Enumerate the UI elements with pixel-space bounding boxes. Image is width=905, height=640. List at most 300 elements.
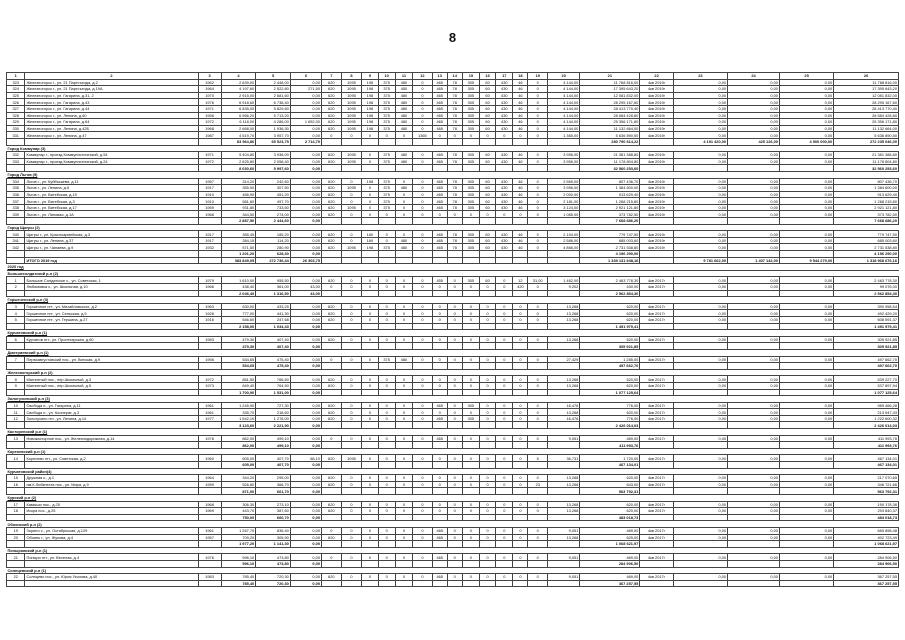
table-cell: 0 [378, 284, 395, 291]
table-cell: 375 [378, 158, 395, 165]
table-cell: 0 [496, 527, 513, 534]
table-cell: 11 768 816,00 [580, 79, 640, 86]
table-cell: 620,00 [580, 382, 640, 389]
table-cell: 1966 [198, 284, 221, 291]
table-cell: 451,20 [256, 191, 291, 198]
table-cell: 46 [513, 92, 528, 99]
table-cell: 4 144,00 [548, 99, 580, 106]
table-cell [480, 363, 496, 370]
table-cell: 0,00 [673, 435, 727, 442]
table-cell: 1 316,50 [256, 290, 291, 297]
table-cell: 0,00 [728, 211, 780, 218]
table-cell: 78 [447, 204, 462, 211]
table-cell [779, 514, 833, 521]
table-cell: 60 [480, 79, 496, 86]
table-cell: 0 [528, 231, 548, 238]
table-cell: 443,70 [221, 508, 256, 515]
table-cell: 0,00 [290, 409, 321, 416]
table-cell: 1926 [198, 310, 221, 317]
table-cell: 0,00 [728, 132, 780, 139]
table-cell: 785,40 [221, 574, 256, 581]
table-cell: 0 [462, 376, 479, 383]
table-cell: 375 [378, 204, 395, 211]
table-cell: 0 [528, 86, 548, 93]
address-cell: Железногорск г., ул. 21 Партсъезда, д.19А [25, 86, 198, 93]
table-cell: 2 426 014,03 [834, 422, 899, 429]
table-cell: 1 407 142,00 [728, 257, 780, 264]
table-cell: 78 [447, 119, 462, 126]
table-row [7, 534, 899, 541]
table-cell: 17 [7, 501, 25, 508]
table-cell: 0 [341, 554, 362, 561]
table-cell: 0 [432, 475, 447, 482]
table-cell: 0 [341, 574, 362, 581]
table-cell: 4кв 2019г [640, 92, 673, 99]
table-cell: 43,00 [290, 284, 321, 291]
table-cell: 4кв 2017г [640, 501, 673, 508]
table-cell: 1 977,20 [221, 541, 256, 548]
table-cell [341, 442, 362, 449]
table-cell: 0,00 [728, 435, 780, 442]
table-cell: 0 [341, 475, 362, 482]
table-cell: 305 [462, 178, 479, 185]
table-cell [395, 343, 412, 350]
table-cell: 284 906,50 [834, 560, 899, 567]
table-row [7, 501, 899, 508]
table-cell: 0,00 [728, 527, 780, 534]
table-cell: 0 [413, 79, 433, 86]
table-row [7, 303, 899, 310]
table-cell: 46 [513, 99, 528, 106]
table-cell: 0,00 [673, 336, 727, 343]
table-cell [321, 462, 341, 469]
table-cell [7, 165, 25, 172]
section-heading: Обоянский р-н (2) [7, 521, 899, 528]
table-cell: 620 [321, 185, 341, 192]
table-cell: 1 542,10 [221, 415, 256, 422]
table-cell: 60 [480, 244, 496, 251]
table-cell [413, 257, 433, 264]
table-cell: 0 [447, 527, 462, 534]
column-number: 12 [413, 73, 433, 80]
table-cell: 4кв 2017г [640, 316, 673, 323]
table-cell: 620 [321, 508, 341, 515]
table-cell: 242,60 [256, 178, 291, 185]
table-cell: 0 [513, 336, 528, 343]
table-cell: 0 [496, 336, 513, 343]
table-cell: 0,00 [728, 204, 780, 211]
table-cell: 0 [341, 376, 362, 383]
table-cell: 60 [480, 92, 496, 99]
table-cell: 465 [432, 191, 447, 198]
table-cell: 331 [7, 132, 25, 139]
table-cell: 0 [413, 574, 433, 581]
table-cell: 0 [462, 501, 479, 508]
table-cell: 2 915,00 [221, 92, 256, 99]
table-cell [548, 343, 580, 350]
table-cell: 326 [7, 99, 25, 106]
table-cell [779, 218, 833, 225]
table-cell [462, 541, 479, 548]
table-cell: 0,00 [779, 415, 833, 422]
table-cell: 60 [480, 105, 496, 112]
table-cell: 0,00 [290, 132, 321, 139]
address-cell: Горшечное пгт., ул. Гершина, д.27 [25, 316, 198, 323]
table-cell [528, 442, 548, 449]
table-cell: 1976 [198, 554, 221, 561]
table-cell: 21 381 388,80 [580, 152, 640, 159]
column-number: 1 [7, 73, 25, 80]
table-cell: 6 966,20 [221, 112, 256, 119]
table-cell [7, 290, 25, 297]
table-cell: 0,00 [290, 534, 321, 541]
table-cell: 620,00 [580, 508, 640, 515]
table-cell: 9 544 279,00 [779, 257, 833, 264]
table-cell: 0,00 [290, 402, 321, 409]
address-cell [25, 138, 198, 145]
table-cell [395, 422, 412, 429]
table-cell: 473,80 [256, 554, 291, 561]
table-cell [7, 422, 25, 429]
table-cell [513, 363, 528, 370]
table-cell: 0,00 [290, 363, 321, 370]
table-cell: 955,50 [256, 277, 291, 284]
subtotal-row [7, 343, 899, 350]
table-cell [432, 343, 447, 350]
table-cell [528, 580, 548, 587]
table-cell: 375 [378, 105, 395, 112]
table-cell: 1 491 979,41 [580, 323, 640, 330]
table-cell [779, 462, 833, 469]
table-cell: 46 [513, 86, 528, 93]
table-cell: 0,00 [673, 284, 727, 291]
table-cell [362, 442, 378, 449]
table-cell: 807 436,70 [834, 178, 899, 185]
table-cell [528, 251, 548, 258]
table-cell: 21 381 388,80 [834, 152, 899, 159]
column-number: 11 [395, 73, 412, 80]
table-cell: 0 [432, 336, 447, 343]
table-cell: 11 178 804,80 [580, 158, 640, 165]
table-cell [673, 165, 727, 172]
table-cell: 473,80 [256, 560, 291, 567]
table-cell [640, 251, 673, 258]
table-cell [462, 257, 479, 264]
table-cell: 776,00 [580, 402, 640, 409]
table-cell: 0 [528, 125, 548, 132]
table-cell: 0,00 [728, 316, 780, 323]
table-cell: 0 [413, 244, 433, 251]
table-cell: 0 [432, 382, 447, 389]
table-cell: 620 [321, 402, 341, 409]
table-cell: 0 [413, 86, 433, 93]
table-cell: 1 222 600,32 [834, 415, 899, 422]
table-cell: 373 782,50 [834, 211, 899, 218]
table-cell: 375 [378, 86, 395, 93]
table-cell [7, 251, 25, 258]
table-cell: 0 [513, 481, 528, 488]
table-cell: 0,00 [290, 323, 321, 330]
table-cell: 0 [378, 382, 395, 389]
table-cell: 0 [362, 435, 378, 442]
table-cell [673, 422, 727, 429]
table-cell: 497 662,70 [580, 363, 640, 370]
table-row [7, 475, 899, 482]
table-cell [728, 462, 780, 469]
table-cell: 571,50 [221, 244, 256, 251]
table-cell: 0 [395, 527, 412, 534]
table-cell: 685 003,60 [834, 237, 899, 244]
table-cell: 3 956,00 [548, 152, 580, 159]
table-cell: 0 [513, 501, 528, 508]
table-cell: 4кв 2017г [640, 310, 673, 317]
table-cell: 0,00 [779, 211, 833, 218]
table-cell [432, 488, 447, 495]
table-cell: 1917 [198, 185, 221, 192]
table-cell: 0 [528, 204, 548, 211]
table-cell: 0 [480, 409, 496, 416]
table-cell: 4 900 000,00 [779, 138, 833, 145]
table-cell: 480 [395, 244, 412, 251]
table-cell: 198 [362, 92, 378, 99]
table-cell [640, 488, 673, 495]
table-cell: 9 [7, 382, 25, 389]
table-cell [640, 343, 673, 350]
table-cell: 1 318 968 676,16 [834, 257, 899, 264]
table-cell: 0 [395, 435, 412, 442]
table-cell: 0 [513, 382, 528, 389]
table-cell: 0 [341, 303, 362, 310]
table-cell: 1961 [198, 402, 221, 409]
table-cell [378, 560, 395, 567]
table-row [7, 178, 899, 185]
table-cell: 411 993,76 [834, 435, 899, 442]
table-cell: 2 221,90 [256, 422, 291, 429]
table-cell: 0,00 [728, 284, 780, 291]
table-cell: 465 [432, 231, 447, 238]
table-cell: 1917 [198, 231, 221, 238]
table-cell: 0 [395, 415, 412, 422]
table-cell: 60 [480, 231, 496, 238]
table-cell [528, 462, 548, 469]
table-cell [640, 442, 673, 449]
table-cell: 430 [496, 112, 513, 119]
table-cell [548, 560, 580, 567]
table-cell: 779 747,50 [580, 231, 640, 238]
table-cell: 0,00 [290, 501, 321, 508]
table-cell: 0 [462, 481, 479, 488]
table-cell [362, 488, 378, 495]
table-cell: 1095 [341, 105, 362, 112]
address-cell: Обоянь г., ул. Жукова, д.4 [25, 534, 198, 541]
table-cell: 0 [528, 554, 548, 561]
column-number: 19 [528, 73, 548, 80]
column-number: 25 [779, 73, 833, 80]
table-cell: 620 [321, 152, 341, 159]
table-cell: 0 [362, 455, 378, 462]
table-cell: 620,00 [580, 475, 640, 482]
table-cell: 0 [395, 402, 412, 409]
table-cell: 720,30 [256, 580, 291, 587]
table-cell: 16,476 [548, 415, 580, 422]
table-cell: 0 [341, 237, 362, 244]
table-cell [480, 580, 496, 587]
table-cell [413, 514, 433, 521]
table-cell: 0 [321, 132, 341, 139]
table-cell: 620 [321, 204, 341, 211]
table-cell: 1 276,00 [256, 415, 291, 422]
table-cell: 185,20 [256, 231, 291, 238]
table-cell: 4 144,00 [548, 86, 580, 93]
table-cell: 0 [413, 336, 433, 343]
table-cell: 0,00 [290, 356, 321, 363]
table-cell: 0 [413, 277, 433, 284]
table-cell: 430 [496, 125, 513, 132]
table-cell: 469,00 [580, 435, 640, 442]
table-cell [462, 514, 479, 521]
table-cell [480, 488, 496, 495]
table-cell: 0 [341, 382, 362, 389]
table-cell: 0 [362, 336, 378, 343]
table-cell: 13,268 [548, 376, 580, 383]
table-cell: 0 [413, 152, 433, 159]
table-cell [413, 541, 433, 548]
table-cell: 0 [413, 284, 433, 291]
table-cell: 0,00 [290, 237, 321, 244]
table-cell: 0 [341, 191, 362, 198]
table-cell [378, 462, 395, 469]
table-cell [7, 257, 25, 264]
table-cell: 0 [447, 132, 462, 139]
table-cell: 305 [462, 79, 479, 86]
table-cell [395, 462, 412, 469]
table-cell: 0 [362, 310, 378, 317]
table-cell [447, 514, 462, 521]
table-cell: 329 [7, 119, 25, 126]
table-cell: 0 [432, 316, 447, 323]
table-cell: 0 [528, 336, 548, 343]
table-cell [513, 488, 528, 495]
table-cell: 596,10 [221, 554, 256, 561]
table-cell: 0 [462, 132, 479, 139]
table-cell [395, 514, 412, 521]
table-cell: 0,00 [290, 105, 321, 112]
table-cell: 367 257,55 [580, 580, 640, 587]
table-cell [198, 251, 221, 258]
table-cell: 68,10 [290, 455, 321, 462]
address-cell: Железногорск г., ул. Гагарина, д.31, 2 [25, 92, 198, 99]
table-cell: 0 [378, 475, 395, 482]
table-cell [341, 541, 362, 548]
column-number: 5 [256, 73, 291, 80]
table-cell [413, 323, 433, 330]
table-cell: 851,50 [221, 376, 256, 383]
table-cell: 0,00 [728, 475, 780, 482]
table-cell: 160 [362, 231, 378, 238]
table-cell [395, 488, 412, 495]
table-cell: 0 [362, 158, 378, 165]
table-cell: 0,00 [728, 237, 780, 244]
table-cell: 0,00 [673, 237, 727, 244]
table-cell: 0 [413, 534, 433, 541]
address-cell [25, 488, 198, 495]
table-cell: 355,45 [221, 231, 256, 238]
table-cell [7, 218, 25, 225]
table-cell: 750,00 [221, 514, 256, 521]
table-cell: 480 [395, 105, 412, 112]
table-row [7, 527, 899, 534]
table-cell: 0 [496, 481, 513, 488]
table-cell [728, 323, 780, 330]
table-cell: 2 194,00 [548, 231, 580, 238]
table-cell [640, 257, 673, 264]
table-cell: 46 [513, 191, 528, 198]
table-cell: 60 [480, 237, 496, 244]
table-cell: 1095 [341, 125, 362, 132]
table-cell: 2 046,40 [221, 290, 256, 297]
table-cell: 387,60 [256, 508, 291, 515]
table-cell: 0 [362, 501, 378, 508]
table-cell [321, 514, 341, 521]
table-cell: 3 957,70 [256, 132, 291, 139]
table-cell: 305 [462, 185, 479, 192]
table-cell: 293 840,37 [834, 508, 899, 515]
table-cell: 5 636 890,50 [580, 132, 640, 139]
table-cell [673, 541, 727, 548]
table-cell: 1 491 979,41 [834, 323, 899, 330]
address-cell: Магнитный пос., пер.Школьный, д.5 [25, 382, 198, 389]
table-row [7, 92, 899, 99]
table-cell [7, 363, 25, 370]
table-cell: 4кв 2017г [640, 475, 673, 482]
table-cell [673, 580, 727, 587]
table-cell: 0 [413, 527, 433, 534]
table-cell: 0 [462, 534, 479, 541]
table-cell: 9 781 662,00 [673, 257, 727, 264]
table-cell [513, 343, 528, 350]
table-cell: 475,40 [256, 363, 291, 370]
table-cell: 4 144,00 [548, 119, 580, 126]
section-heading: Курчатовский р-н (1) [7, 330, 899, 337]
table-cell [728, 488, 780, 495]
table-cell [779, 323, 833, 330]
table-cell: 420 [513, 284, 528, 291]
table-cell [496, 138, 513, 145]
table-cell: 0 [395, 277, 412, 284]
table-cell [432, 442, 447, 449]
table-cell: 361,00 [256, 284, 291, 291]
table-cell: 430 [496, 198, 513, 205]
table-cell: 4кв 2017г [640, 303, 673, 310]
table-cell: 366,70 [256, 481, 291, 488]
table-cell: 1968 [198, 501, 221, 508]
table-cell: 375 [378, 99, 395, 106]
table-cell: 0,00 [728, 481, 780, 488]
column-number: 3 [198, 73, 221, 80]
table-cell: 465 [432, 534, 447, 541]
table-cell: 1910 [198, 191, 221, 198]
table-cell [321, 363, 341, 370]
table-cell: 0 [480, 382, 496, 389]
table-cell: 0 [496, 402, 513, 409]
table-cell [198, 138, 221, 145]
table-cell [321, 138, 341, 145]
table-cell: 273,10 [256, 501, 291, 508]
table-cell: 60 [480, 112, 496, 119]
table-cell: 0 [395, 316, 412, 323]
table-cell: 620 [321, 244, 341, 251]
table-cell [548, 580, 580, 587]
